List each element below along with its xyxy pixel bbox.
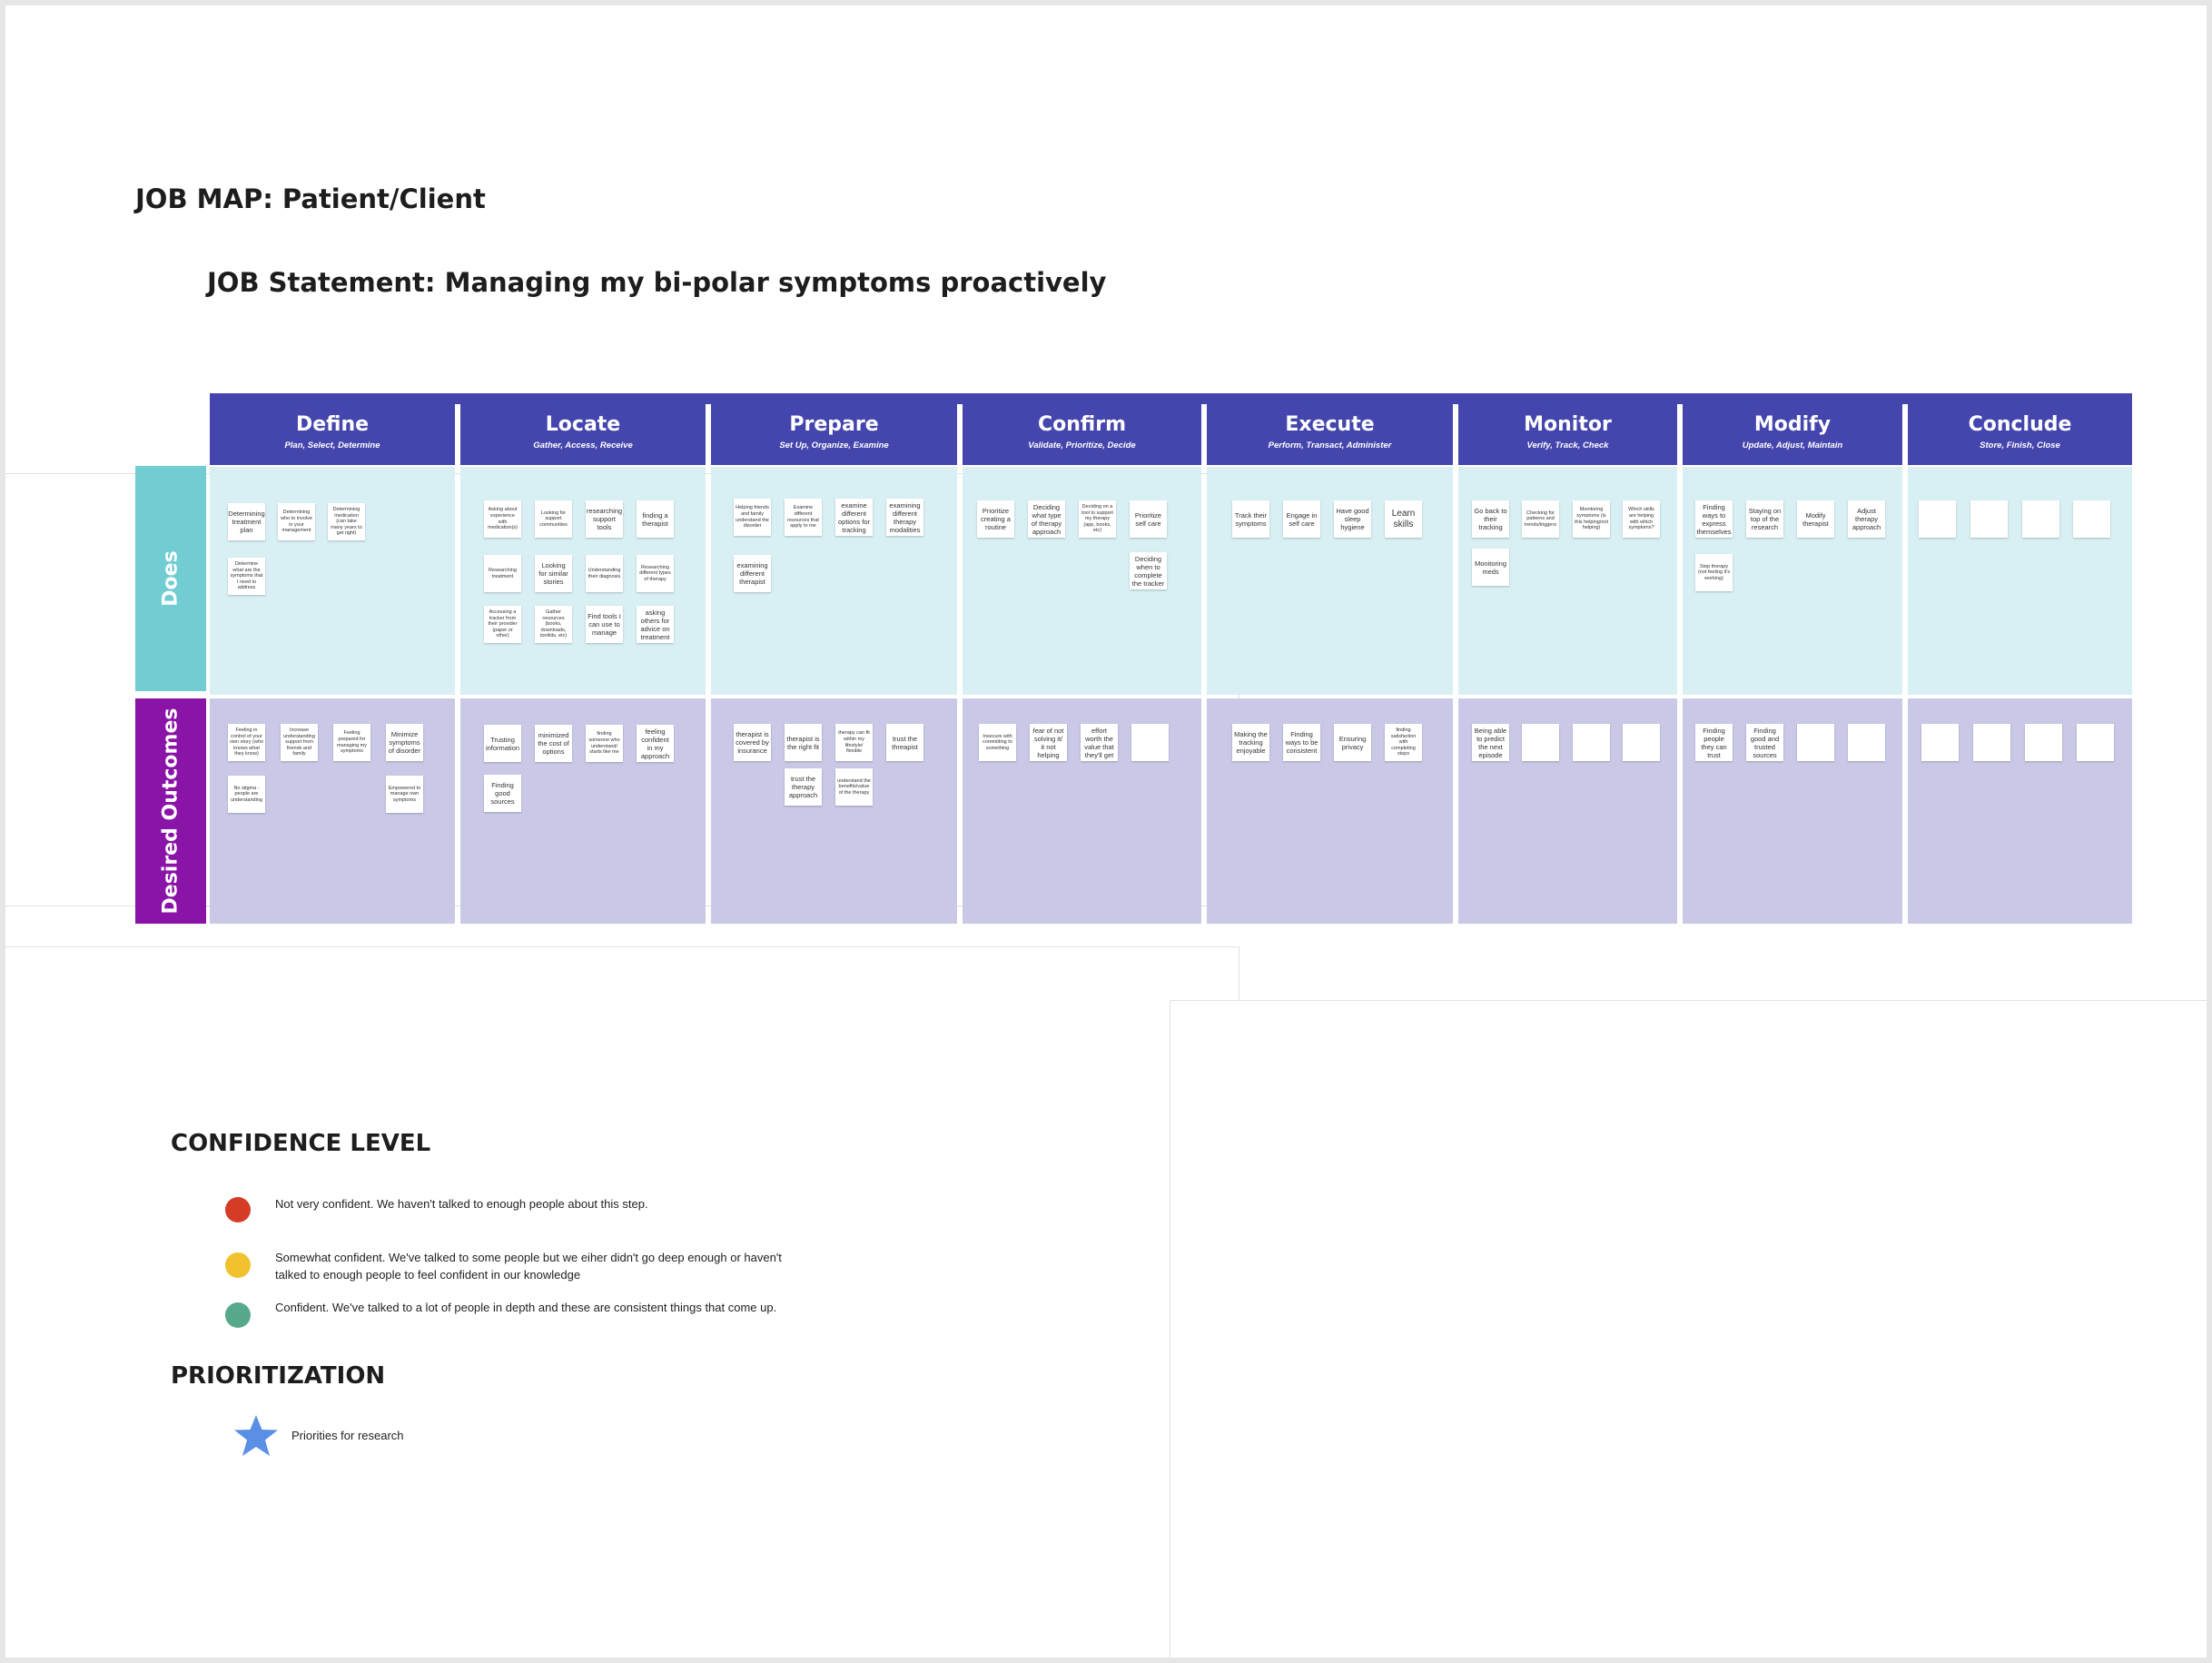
column-subtitle: Verify, Track, Check [1526,440,1609,450]
column-subtitle: Store, Finish, Close [1980,440,2060,450]
column-define [210,404,455,924]
sticky-note[interactable]: Adjust therapy approach [1848,500,1885,538]
column-subtitle: Perform, Transact, Administer [1268,440,1392,450]
whiteboard-canvas[interactable] [5,5,2207,1658]
yellow-dot-icon [225,1252,251,1278]
empty-sticky-note[interactable] [1970,500,2008,538]
sticky-note[interactable]: Prioritize creating a routine [977,500,1014,538]
sticky-note[interactable]: Minimize symptoms of disorder [386,724,423,761]
sticky-note[interactable]: Making the tracking enjoyable [1232,724,1269,761]
empty-sticky-note[interactable] [1921,724,1959,761]
column-monitor [1458,404,1677,924]
sticky-note[interactable]: Monitoring symptoms (is this helping/not helping) [1573,500,1610,538]
sticky-note[interactable]: asking others for advice on treatment [637,606,674,643]
confidence-high-text: Confident. We've talked to a lot of people in depth and these are consistent things that come up. [275,1301,777,1314]
sticky-note[interactable]: finding someone who understand/ starts like me [586,725,623,762]
sticky-note[interactable]: Have good sleep hygiene [1334,500,1371,538]
sticky-note[interactable]: Ensuring privacy [1334,724,1371,761]
row-label-desired-outcomes: Desired Outcomes [135,698,206,924]
confidence-title: CONFIDENCE LEVEL [171,1130,431,1157]
outcomes-cell [1207,698,1453,924]
sticky-note[interactable]: No stigma - people are understanding [228,776,265,813]
sticky-note[interactable]: Finding good and trusted sources [1746,724,1783,761]
sticky-note[interactable]: Deciding when to complete the tracker [1130,552,1167,589]
sticky-note[interactable]: Insecure with committing to something [979,724,1016,761]
column-subtitle: Set Up, Organize, Examine [779,440,889,450]
sticky-note[interactable]: Determining medication (can take many years to get right) [328,503,365,540]
sticky-note[interactable]: Trusting information [484,725,521,762]
sticky-note[interactable]: Go back to their tracking [1472,500,1509,538]
sticky-note[interactable]: Track their symptoms [1232,500,1269,538]
page-title: JOB MAP: Patient/Client [135,183,486,214]
column-conclude [1908,404,2132,924]
sticky-note[interactable]: Prioritize self care [1130,500,1167,538]
sticky-note[interactable]: trust the threapist [886,724,923,761]
row-label-does: Does [135,466,206,691]
sticky-note[interactable]: examining different therapy modalities [886,499,923,536]
does-cell [1458,467,1677,695]
job-statement: JOB Statement: Managing my bi-polar symptoms proactively [207,267,1107,298]
column-title: Confirm [1037,413,1126,436]
sticky-note[interactable]: effort worth the value that they'll get [1081,724,1118,761]
sticky-note[interactable]: Staying on top of the research [1746,500,1783,538]
column-modify [1683,404,1902,924]
column-header [711,404,957,465]
column-subtitle: Validate, Prioritize, Decide [1028,440,1136,450]
sticky-note[interactable]: Determining treatment plan [228,503,265,540]
empty-sticky-note[interactable] [1919,500,1956,538]
sticky-note[interactable]: Determine what are the symptoms that I need to address [228,558,265,595]
column-header [460,404,706,465]
column-title: Define [295,413,370,436]
column-header [210,404,455,465]
sticky-note[interactable]: Finding good sources [484,775,521,812]
outcomes-cell [210,698,455,924]
sticky-note[interactable]: Understanding their diagnosis [586,555,623,592]
sticky-note[interactable]: Feeling in control of your own story (who knows what they know) [228,724,265,761]
sticky-note[interactable]: finding a therapist [637,500,674,538]
sticky-note[interactable]: feeling confident in my approach [637,725,674,762]
sticky-note[interactable]: Feeling prepared for managing my symptoms [333,724,370,761]
outcomes-cell [711,698,957,924]
sticky-note[interactable]: fear of not solving it/ it not helping [1030,724,1067,761]
sticky-note[interactable]: Finding ways to express themselves [1695,500,1733,538]
sticky-note[interactable]: Which skills are helping with which symptoms? [1623,500,1660,538]
prioritization-title: PRIORITIZATION [171,1362,386,1390]
column-prepare [711,404,957,924]
column-header [1207,404,1453,465]
sticky-note[interactable]: therapist is covered by insurance [734,724,771,761]
red-dot-icon [225,1197,251,1223]
column-title: Locate [545,413,621,436]
column-title: Monitor [1524,413,1612,436]
sticky-note[interactable]: Deciding what type of therapy approach [1028,500,1065,538]
outcomes-cell [1458,698,1677,924]
does-cell [1908,467,2132,695]
empty-sticky-note[interactable] [1522,724,1559,761]
sticky-note[interactable]: Stop therapy (not feeling it's working) [1695,554,1733,591]
empty-sticky-note[interactable] [2022,500,2059,538]
column-title: Execute [1285,413,1375,436]
empty-sticky-note[interactable] [1797,724,1834,761]
sticky-note[interactable]: Looking for similar stories [535,555,572,592]
empty-sticky-note[interactable] [2073,500,2110,538]
outcomes-cell [1908,698,2132,924]
sticky-note[interactable]: researching support tools [586,500,623,538]
sticky-note[interactable]: finding satisfaction with completing steps [1385,724,1422,761]
column-locate [460,404,706,924]
sticky-note[interactable]: Being able to predict the next episode [1472,724,1509,761]
empty-sticky-note[interactable] [2077,724,2114,761]
sticky-note[interactable]: Monitoring meds [1472,549,1509,586]
frame-bottom-right [1170,1000,2207,1658]
does-cell [1207,467,1453,695]
sticky-note[interactable]: Examine different resources that apply to me [785,499,822,536]
green-dot-icon [225,1302,251,1328]
empty-sticky-note[interactable] [1973,724,2010,761]
column-header [1683,404,1902,465]
does-cell [460,467,706,695]
empty-sticky-note[interactable] [1573,724,1610,761]
sticky-note[interactable]: Learn skills [1385,500,1422,538]
sticky-note[interactable]: Deciding on a tool to support my therapy (app, books, etc) [1079,500,1116,538]
sticky-note[interactable]: understand the benefits/value of the therapy [835,768,873,806]
sticky-note[interactable]: Find tools I can use to manage [586,606,623,643]
outcomes-cell [460,698,706,924]
column-confirm [963,404,1201,924]
sticky-note[interactable]: minimized the cost of options [535,725,572,762]
sticky-note[interactable]: Looking for support communities [535,500,572,538]
column-header [963,404,1201,465]
sticky-note[interactable]: Helping friends and family understand the disorder [734,499,771,536]
priorities-text: Priorities for research [291,1429,404,1442]
outcomes-cell [963,698,1201,924]
confidence-medium-text: Somewhat confident. We've talked to some people but we eiher didn't go deep enough or haven't talked to enough people to feel confident in our knowledge [275,1251,782,1282]
sticky-note[interactable]: examine different options for tracking [835,499,873,536]
column-header [1908,404,2132,465]
column-subtitle: Gather, Access, Receive [533,440,633,450]
column-execute [1207,404,1453,924]
sticky-note[interactable]: Checking for patterns and trends/triggers [1522,500,1559,538]
header-strip [210,393,2132,404]
does-cell [210,467,455,695]
empty-sticky-note[interactable] [1623,724,1660,761]
column-subtitle: Update, Adjust, Maintain [1742,440,1843,450]
sticky-note[interactable]: Asking about experience with medication(s) [484,500,521,538]
sticky-note[interactable]: Empowered to manage own symptoms [386,776,423,813]
does-cell [711,467,957,695]
does-cell [963,467,1201,695]
column-title: Prepare [789,413,879,436]
job-map [135,393,2132,924]
sticky-note[interactable]: therapy can fit within my lifestyle/ flexible [835,724,873,761]
sticky-note[interactable]: Increase understanding support from friends and family [281,724,318,761]
does-cell [1683,467,1902,695]
sticky-note[interactable]: Engage in self care [1283,500,1320,538]
sticky-note[interactable]: Finding people they can trust [1695,724,1733,761]
sticky-note[interactable]: therapist is the right fit [785,724,822,761]
empty-sticky-note[interactable] [1131,724,1169,761]
column-header [1458,404,1677,465]
sticky-note[interactable]: examining different therapist [734,555,771,592]
column-title: Modify [1753,413,1832,436]
sticky-note[interactable]: Researching different types of therapy [637,555,674,592]
confidence-low-text: Not very confident. We haven't talked to enough people about this step. [275,1197,648,1211]
empty-sticky-note[interactable] [2025,724,2062,761]
sticky-note[interactable]: Gather resources (books, downloads, toolkits, etc) [535,606,572,643]
sticky-note[interactable]: Determining who to involve in your management [278,503,315,540]
column-title: Conclude [1968,413,2072,436]
sticky-note[interactable]: Researching treatment [484,555,521,592]
column-subtitle: Plan, Select, Determine [284,440,380,450]
sticky-note[interactable]: trust the therapy approach [785,768,822,806]
sticky-note[interactable]: Modify therapist [1797,500,1834,538]
sticky-note[interactable]: Finding ways to be consistent [1283,724,1320,761]
sticky-note[interactable]: Accessing a tracker from their provider (paper or other) [484,606,521,643]
outcomes-cell [1683,698,1902,924]
empty-sticky-note[interactable] [1848,724,1885,761]
star-icon [232,1413,280,1459]
